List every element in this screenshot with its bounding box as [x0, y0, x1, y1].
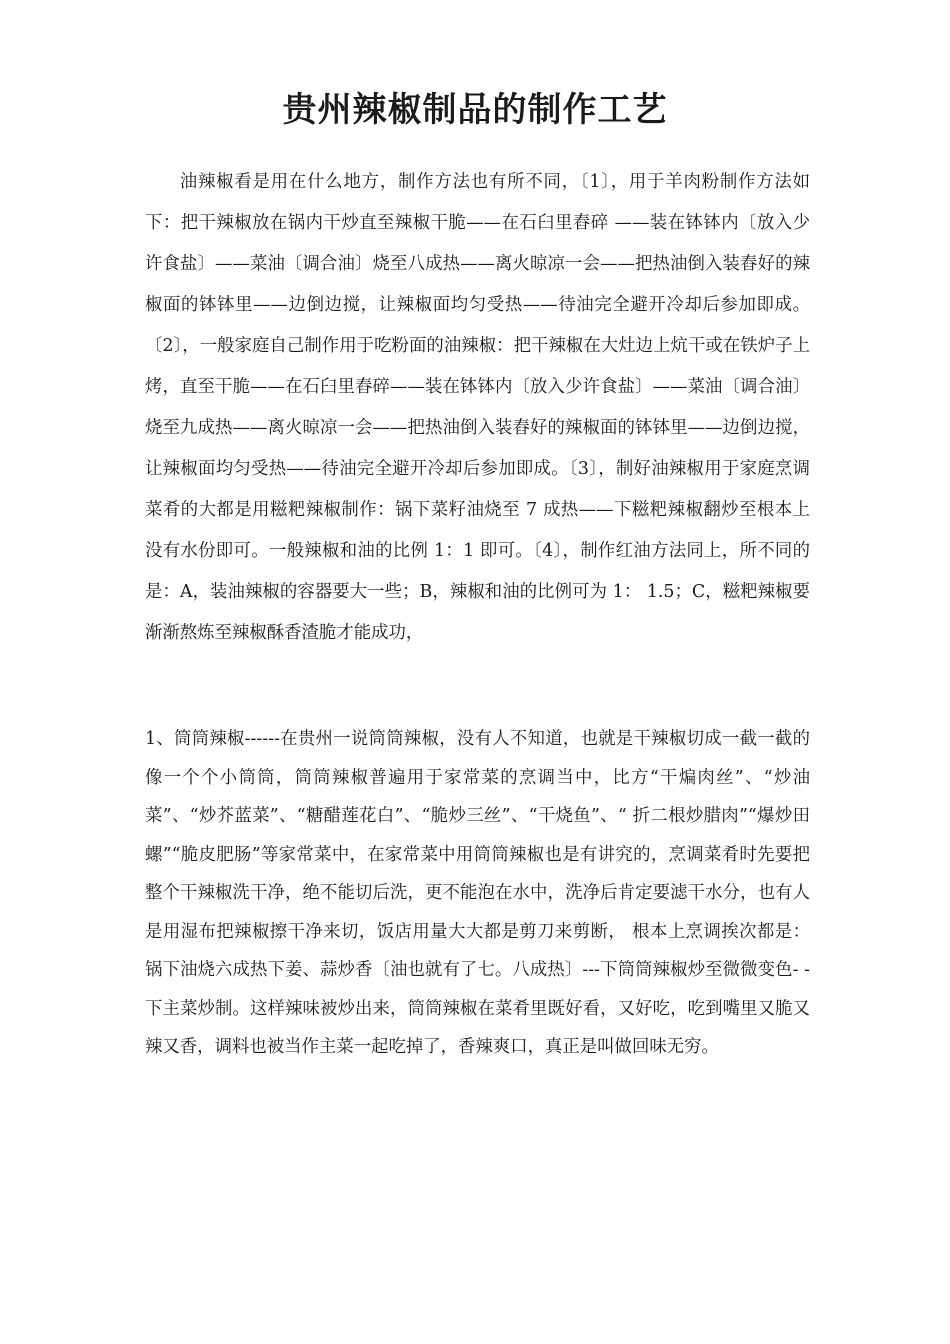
document-title: 贵州辣椒制品的制作工艺: [282, 90, 668, 130]
paragraph-tube-chili: 1、筒筒辣椒------在贵州一说筒筒辣椒，没有人不知道，也就是干辣椒切成一截一截的像一个个小筒筒，筒筒辣椒普遍用于家常菜的烹调当中，比方“干煸肉丝”、“炒油菜”、“炒芥蓝菜”、“糖醋莲花白”、“脆炒三丝”、“干烧鱼”、“ 折二根炒腊肉”“爆炒田螺”“脆皮肥肠”等家常菜中，在家常菜中用筒筒辣椒也是有讲究的，烹调菜肴时先要把整个干辣椒洗干净，绝不能切后洗，更不能泡在水中，洗净后肯定要滤干水分，也有人是用湿布把辣椒擦干净来切，饭店用量大大都是剪刀来剪断， 根本上烹调挨次都是：锅下油烧六成热下姜、蒜炒香〔油也就有了七。八成热〕---下筒筒辣椒炒至微微变色- -下主菜炒制。这样辣味被炒出来，筒筒辣椒在菜肴里既好看，又好吃，吃到嘴里又脆又辣又香，调料也被当作主菜一起吃掉了，香辣爽口，真正是叫做回味无穷。: [145, 729, 810, 1057]
paragraph-oil-chili: 油辣椒看是用在什么地方，制作方法也有所不同，〔1〕，用于羊肉粉制作方法如下：把干辣椒放在锅内干炒直至辣椒干脆——在石臼里舂碎 ——装在钵钵内〔放入少许食盐〕——菜油〔调合油〕烧至八成热——离火晾凉一会——把热油倒入装舂好的辣椒面的钵钵里——边倒边搅，让辣椒面均匀受热——待油完全避开冷却后参加即成。〔2〕，一般家庭自己制作用于吃粉面的油辣椒：把干辣椒在大灶边上炕干或在铁炉子上烤，直至干脆——在石臼里舂碎——装在钵钵内〔放入少许食盐〕——菜油〔调合油〕烧至九成热——离火晾凉一会——把热油倒入装舂好的辣椒面的钵钵里——边倒边搅，让辣椒面均匀受热——待油完全避开冷却后参加即成。〔3〕，制好油辣椒用于家庭烹调菜肴的大都是用糍粑辣椒制作：锅下菜籽油烧至 7 成热——下糍粑辣椒翻炒至根本上没有水份即可。一般辣椒和油的比例 1：1 即可。〔4〕，制作红油方法同上，所不同的是：A，装油辣椒的容器要大一些；B，辣椒和油的比例可为 1： 1.5；C，糍粑辣椒要渐渐熬炼至辣椒酥香渣脆才能成功，: [145, 172, 810, 643]
